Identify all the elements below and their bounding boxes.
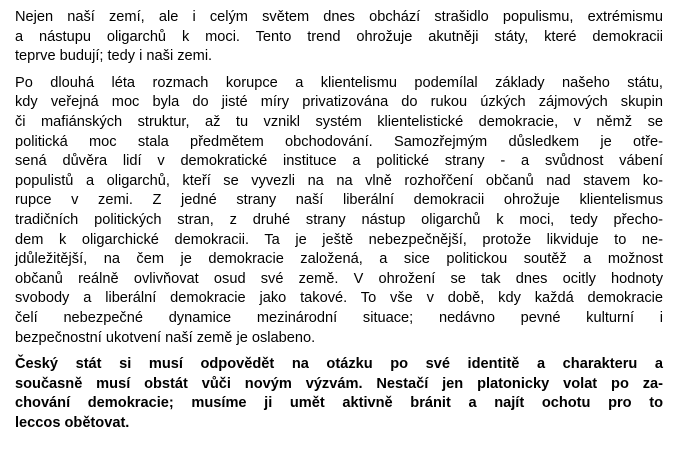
text-line: Nejen naší zemí, ale i celým světem dnes obchází strašidlo populismu, extrémismu: [15, 9, 663, 25]
text-line: Po dlouhá léta rozmach korupce a klientelismu podemílal základy našeho státu,: [15, 74, 663, 91]
text-line: tradičních politických stran, z druhé strany nástup oligarchů k moci, tedy přecho-: [15, 211, 663, 228]
text-line: bezpečnostní ukotvení naší země je oslabeno.: [15, 329, 316, 346]
paragraph-conclusion: [15, 355, 663, 433]
text-line: svobody a liberální demokracie jako takové. To vše v době, kdy každá demokracie: [15, 290, 663, 307]
text-line: čelí nebezpečné dynamice mezinárodní situace; nedávno pevné kulturní i: [15, 309, 663, 326]
text-line: občanů reálně ovlivňovat osud své země. V ohrožení se tak dnes ocitly hodnoty: [15, 270, 663, 287]
text-line: teprve budují; tedy i naši zemi.: [15, 48, 213, 65]
text-line: jdůležitější, na čem je demokracie založená, a sice politickou soutěž a možnost: [15, 251, 663, 268]
text-line: dem k oligarchické demokracii. Ta je ještě nebezpečnější, protože likviduje to ne-: [15, 231, 663, 248]
text-line: a nástupu oligarchů k moci. Tento trend ohrožuje akutněji státy, které demokracii: [15, 28, 663, 45]
text-line: populistů a oligarchů, kteří se vyvezli na na vlně rozhořčení občanů nad stavem ko-: [15, 172, 663, 189]
text-line: chování demokracie; musíme ji umět aktivně bránit a najít ochotu pro to: [15, 395, 663, 412]
text-line: kdy veřejná moc byla do jisté míry privatizována do rukou úzkých zájmových skupin: [15, 94, 663, 111]
paragraph-body: [15, 74, 663, 348]
paragraph-intro: [15, 8, 663, 67]
text-line: Český stát si musí odpovědět na otázku po své identitě a charakteru a: [15, 356, 663, 373]
text-line: sená důvěra lidí v demokratické instituce a politické strany - a svůdnost vábení: [15, 153, 663, 170]
text-line: leccos obětovat.: [15, 414, 130, 431]
text-line: či mafiánských struktur, až tu vznikl systém klientelistické demokracie, v němž se: [15, 113, 663, 130]
text-line: politická moc stala předmětem obchodování. Samozřejmým důsledkem je otře-: [15, 133, 663, 150]
text-line: rupce v zemi. Z jedné strany naší liberální demokracii ohrožuje klientelismus: [15, 192, 663, 209]
text-line: současně musí obstát vůči novým výzvám. Nestačí jen platonicky volat po za-: [15, 375, 663, 392]
